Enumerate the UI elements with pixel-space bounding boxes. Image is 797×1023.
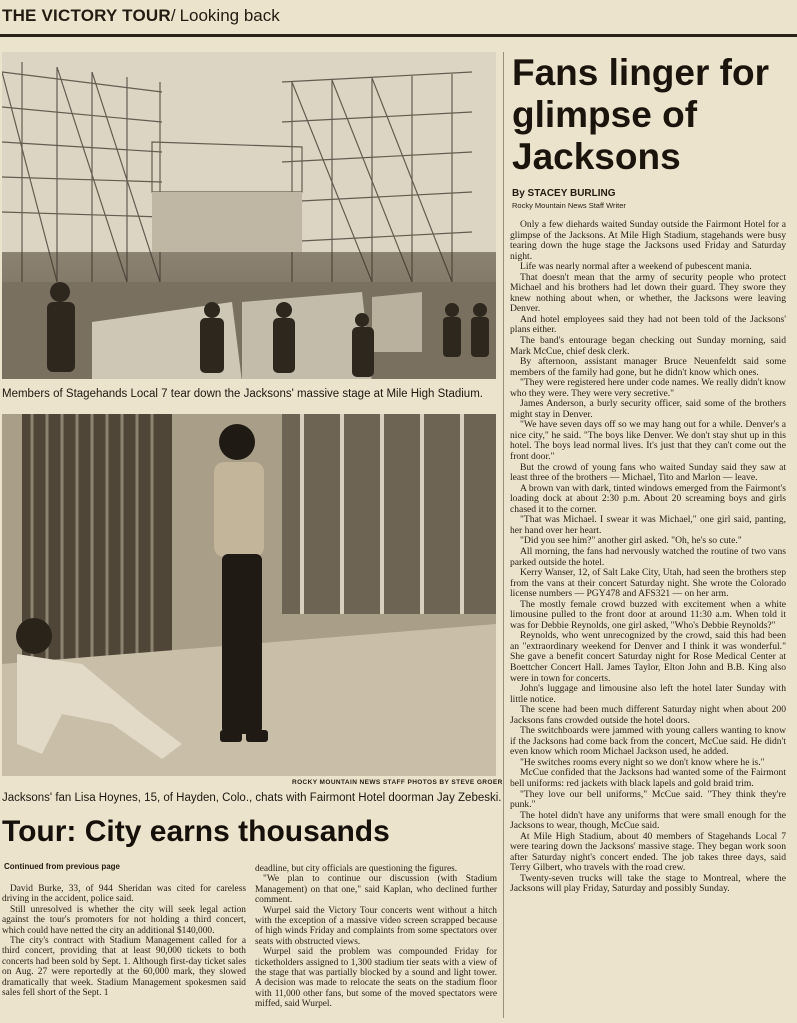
article-paragraph: The scene had been much different Saturday night when about 200 Jacksons fans crowded outside the hotel doors. <box>510 704 786 726</box>
article-paragraph: "We have seven days off so we may hang out for a while. Denver's a nice city," he said. "The boys like Denver. We don't stay shut up in this hotel. The boys lead normal lives. It's just that they can't come out the front door." <box>510 419 786 463</box>
article-body <box>510 220 786 1020</box>
tour-column-left <box>2 884 246 1018</box>
tour-column-right <box>255 864 497 1018</box>
tour-paragraph: deadline, but city officials are questioning the figures. <box>255 864 458 874</box>
tour-paragraph: "We plan to continue our discussion (with Stadium Management) on that one," said Kaplan, who declined further comment. <box>255 874 497 906</box>
article-paragraph: Twenty-seven trucks will take the stage to Montreal, where the Jacksons will play Friday, Saturday and possibly Sunday. <box>510 872 786 895</box>
photo-credit: ROCKY MOUNTAIN NEWS STAFF PHOTOS BY STEVE GROER <box>292 779 503 786</box>
fan-photo-caption: Jacksons' fan Lisa Hoynes, 15, of Hayden, Colo., chats with Fairmont Hotel doorman Jay Zebeski. <box>2 792 502 804</box>
article-paragraph: Kerry Wanser, 12, of Salt Lake City, Utah, had seen the brothers step from the vans at their concert Saturday night. She wrote the Colorado license numbers — PGY478 and AFS321 — on her arm. <box>510 567 786 600</box>
article-paragraph: But the crowd of young fans who waited Sunday said they saw at least three of the brothers — Michael, Tito and Marlon — leave. <box>510 461 786 484</box>
article-paragraph: "They love our bell uniforms," McCue said. "They think they're punk." <box>510 788 786 811</box>
article-paragraph: Only a few diehards waited Sunday outside the Fairmont Hotel for a glimpse of the Jacksons. At Mile High Stadium, stagehands were busy tearing down the huge stage the Jacksons used Friday and Saturday night. <box>510 220 786 262</box>
article-paragraph: James Anderson, a burly security officer, said some of the brothers might stay in Denver. <box>510 398 786 420</box>
stage-teardown-illustration <box>2 52 496 379</box>
header-separator: / <box>170 6 176 25</box>
article-paragraph: The hotel didn't have any uniforms that were small enough for the Jacksons to wear, though, McCue said. <box>510 809 786 832</box>
tour-paragraph: Wurpel said the problem was compounded Friday for ticketholders assigned to 1,300 stadium tier seats with a view of the stage that was partially blocked by a sound and light tower. A decision was made to relocate the seats on the stadium floor with 11,000 other fans, but some of the moved spectators were miffed, said Wurpel. <box>255 947 497 1010</box>
article-paragraph: John's luggage and limousine also left the hotel later Sunday with little notice. <box>510 683 786 705</box>
fan-doorman-photo <box>2 414 496 776</box>
article-paragraph: All morning, the fans had nervously watched the routine of two vans parked outside the hotel. <box>510 545 786 568</box>
article-paragraph: "He switches rooms every night so we don't know where he is." <box>520 756 765 768</box>
tour-paragraph: David Burke, 33, of 944 Sheridan was cited for careless driving in the accident, police said. <box>2 884 246 905</box>
tour-headline: Tour: City earns thousands <box>2 815 390 848</box>
section-header <box>2 6 795 32</box>
article-byline: By STACEY BURLING <box>512 188 616 199</box>
tour-paragraph: Wurpel said the Victory Tour concerts went without a hitch with the exception of a massive video screen scrapped because of high winds Friday and complaints from some spectators over seats with obstructed views. <box>255 905 497 947</box>
article-paragraph: At Mile High Stadium, about 40 members of Stagehands Local 7 were tearing down the Jacksons' massive stage. They began work soon after Saturday night's concert ended. The job takes three days, said Terry Gilbert, who travels with the road crew. <box>510 830 786 874</box>
article-paragraph: The switchboards were jammed with young callers wanting to know if the Jacksons had come back from the concert, McCue said. He didn't even know which room Michael Jackson used, he added. <box>510 725 786 758</box>
article-paragraph: McCue confided that the Jacksons had wanted some of the Fairmont bell uniforms: red jackets with black lapels and gold braid trim. <box>510 767 786 789</box>
header-rule <box>0 34 797 37</box>
article-affiliation: Rocky Mountain News Staff Writer <box>512 201 626 210</box>
article-paragraph: "They were registered here under code names. We really didn't know who they were. They were very secretive." <box>510 377 786 399</box>
column-rule <box>503 52 504 1018</box>
article-paragraph: And hotel employees said they had not been told of the Jacksons' plans either. <box>510 313 786 336</box>
article-paragraph: A brown van with dark, tinted windows emerged from the Fairmont's loading dock at about 2:30 p.m. About 20 screaming boys and girls chased it to the corner. <box>510 482 786 515</box>
stage-photo-caption: Members of Stagehands Local 7 tear down the Jacksons' massive stage at Mile High Stadium. <box>2 388 483 400</box>
article-paragraph: "That was Michael. I swear it was Michael," one girl said, panting, her hand over her heart. <box>510 514 786 536</box>
stage-teardown-photo <box>2 52 496 379</box>
article-headline: Fans linger for glimpse of Jacksons <box>512 52 769 177</box>
hotel-lobby-illustration <box>2 414 496 776</box>
article-paragraph: The mostly female crowd buzzed with excitement when a white limousine pulled to the front door at around 11:30 a.m. When told it was for Debbie Reynolds, one girl asked, "Who's Debbie Reynolds?" <box>510 598 786 631</box>
article-paragraph: Reynolds, who went unrecognized by the crowd, said this had been an "extraordinary weekend for Denver and I think it was wonderful." She gave a benefit concert Saturday night for Rose Medical Center at Boettcher Concert Hall. James Taylor, Elton John and B.B. King also were in town for concerts. <box>510 630 786 684</box>
article-paragraph: By afternoon, assistant manager Bruce Neuenfeldt said some members of the family had gone, but he didn't know which ones. <box>510 356 786 378</box>
article-paragraph: Life was nearly normal after a weekend of pubescent mania. <box>520 261 752 273</box>
tour-paragraph: The city's contract with Stadium Management called for a third concert, providing that at least 90,000 tickets to both concerts had been sold by Sept. 1. Although first-day ticket sales on Aug. 27 were reportedly at the 60,000 mark, they slowed dramatically that week. Stadium Management spokesmen said sales fell short of the Sept. 1 <box>2 936 246 999</box>
section-subtitle: Looking back <box>179 6 280 25</box>
article-paragraph: "Did you see him?" another girl asked. "Oh, he's so cute." <box>520 535 742 547</box>
section-name: THE VICTORY TOUR <box>2 6 171 25</box>
continued-label: Continued from previous page <box>4 862 121 871</box>
article-paragraph: That doesn't mean that the army of security people who protect Michael and his brothers had let down their guard. They swore they knew nothing about when, or whether, the Jacksons were leaving Denver. <box>510 271 786 315</box>
tour-paragraph: Still unresolved is whether the city will seek legal action against the tour's promoters for not holding a third concert, which could have netted the city an additional $140,000. <box>2 904 246 936</box>
article-paragraph: The band's entourage began checking out Sunday morning, said Mark McCue, chief desk clerk. <box>510 335 786 357</box>
